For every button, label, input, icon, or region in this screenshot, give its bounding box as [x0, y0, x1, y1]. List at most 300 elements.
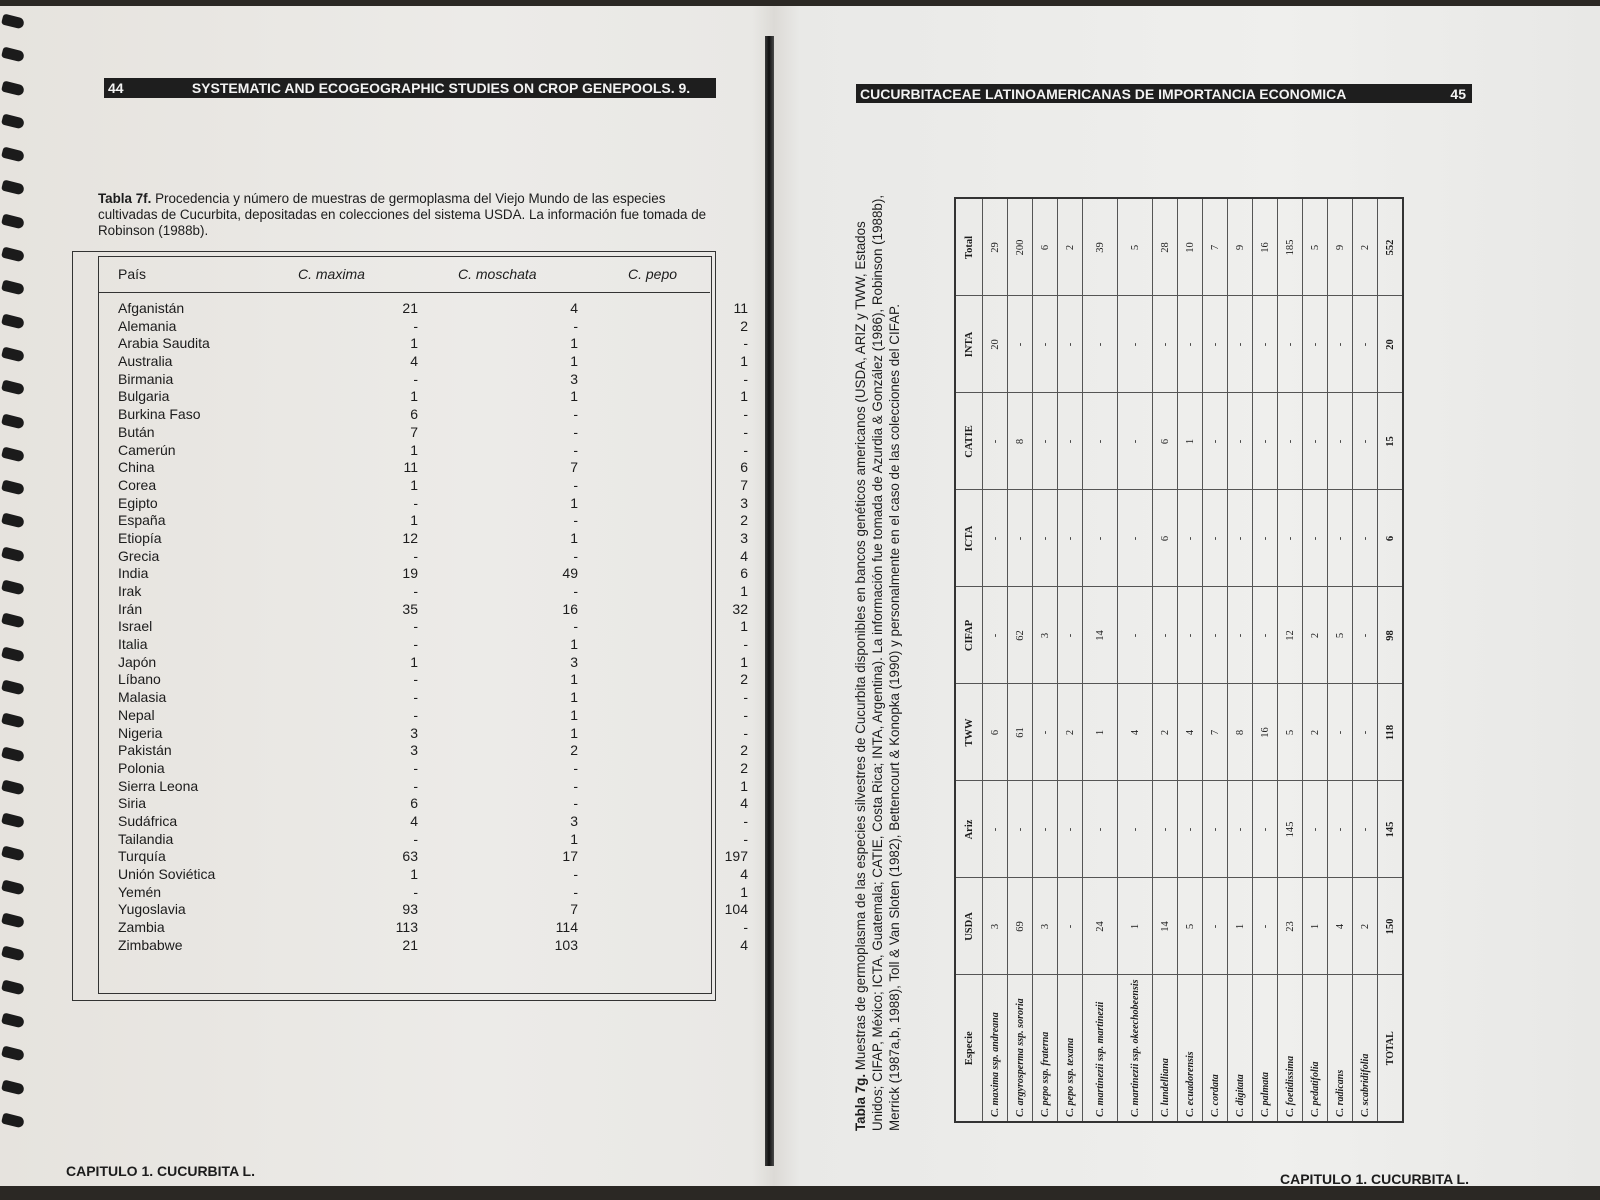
pais-cell: China: [118, 459, 155, 476]
value-cell: -: [1153, 587, 1178, 684]
value-cell: -: [1033, 296, 1058, 393]
pepo-cell: 6: [740, 565, 748, 582]
species-cell: C. ecuadorensis: [1178, 975, 1203, 1122]
pais-cell: Siria: [118, 795, 147, 812]
spiral-ring: [1, 913, 25, 929]
left-footer: CAPITULO 1. CUCURBITA L.: [66, 1163, 255, 1179]
pais-cell: Burkina Faso: [118, 406, 201, 423]
spiral-ring: [1, 1046, 25, 1062]
column-header: USDA: [955, 878, 983, 975]
pepo-cell: 2: [740, 317, 748, 334]
value-cell: -: [1303, 296, 1328, 393]
maxima-cell: 1: [410, 335, 418, 352]
table-row: [98, 583, 748, 601]
pais-cell: Alemania: [118, 317, 177, 334]
maxima-cell: 1: [410, 512, 418, 529]
pepo-cell: 11: [733, 300, 748, 316]
species-cell: C. pedatifolia: [1303, 975, 1328, 1122]
value-cell: -: [1353, 490, 1378, 587]
moschata-cell: 3: [570, 370, 578, 387]
moschata-cell: -: [573, 883, 578, 900]
column-header: CATIE: [955, 393, 983, 490]
table-row: [98, 370, 748, 389]
table-row: [98, 494, 748, 513]
value-cell: -: [1228, 393, 1253, 490]
table-7g-label: Tabla 7g.: [853, 1073, 868, 1131]
pepo-cell: 2: [740, 512, 748, 529]
pepo-cell: -: [743, 919, 748, 936]
maxima-cell: 1: [410, 476, 418, 493]
spiral-ring: [1, 480, 25, 496]
value-cell: 552: [1378, 198, 1404, 296]
value-cell: 2: [1303, 684, 1328, 781]
spiral-ring: [1, 113, 25, 129]
left-page-header: [104, 78, 716, 98]
maxima-cell: -: [413, 547, 418, 564]
spiral-ring: [1, 446, 25, 462]
value-cell: 1: [1178, 393, 1203, 490]
value-cell: -: [1153, 296, 1178, 393]
value-cell: -: [983, 587, 1008, 684]
species-cell: C. radicans: [1328, 975, 1353, 1122]
table-row: [98, 388, 748, 406]
value-cell: 5: [1118, 198, 1153, 296]
pepo-cell: 6: [740, 459, 748, 476]
maxima-cell: 6: [410, 795, 418, 812]
pepo-cell: -: [743, 812, 748, 829]
table-row: [1353, 198, 1378, 1122]
pais-cell: Yemén: [118, 883, 162, 900]
value-cell: -: [1253, 781, 1278, 878]
table-row: [98, 335, 748, 353]
spiral-ring: [1, 247, 25, 263]
table-row: [98, 353, 748, 371]
table-row: [1033, 198, 1058, 1122]
value-cell: 16: [1253, 198, 1278, 296]
value-cell: 1: [1228, 878, 1253, 975]
value-cell: -: [1303, 393, 1328, 490]
value-cell: 9: [1228, 198, 1253, 296]
moschata-cell: -: [573, 441, 578, 458]
left-page-number: 44: [108, 80, 124, 96]
spiral-ring: [1, 979, 25, 995]
pais-cell: Malasia: [118, 689, 167, 706]
pepo-cell: 1: [740, 883, 748, 900]
value-cell: 2: [1353, 198, 1378, 296]
table-row: [98, 671, 748, 689]
maxima-cell: 35: [402, 600, 418, 617]
pepo-cell: -: [743, 441, 748, 458]
value-cell: 6: [1378, 490, 1404, 587]
value-cell: -: [1228, 490, 1253, 587]
value-cell: 8: [1228, 684, 1253, 781]
pepo-cell: -: [743, 636, 748, 653]
pais-cell: Turquía: [118, 848, 166, 865]
table-row: [98, 936, 748, 955]
pais-cell: Zimbabwe: [118, 936, 183, 953]
table-7g-caption-text: Muestras de germoplasma de las especies silvestres de Cucurbita disponibles en bancos genéticos americanos (USDA, ARIZ y TWW, Estados Unidos; CIFAP, México; ICTA, Guatemala; CATIE, Costa Rica; INTA, Argentina). La información fue tomada de Azurdia & González (1986), Robinson (1988b), Merrick (1987a,b, 1988), Toll & Van Sloten (1982), Bettencourt & Konopka (1990) y personalmente en el caso de las colecciones del CIFAP.: [853, 194, 902, 1131]
moschata-cell: 7: [570, 459, 578, 476]
moschata-cell: -: [573, 777, 578, 794]
table-7g-header: [955, 198, 983, 1122]
maxima-cell: 21: [402, 300, 418, 316]
maxima-cell: 11: [403, 459, 418, 476]
spiral-ring: [1, 80, 25, 96]
table-row: [98, 883, 748, 902]
value-cell: 28: [1153, 198, 1178, 296]
value-cell: 118: [1378, 684, 1404, 781]
pepo-cell: 2: [740, 759, 748, 776]
value-cell: -: [1058, 393, 1083, 490]
book-spread: [0, 6, 1600, 1186]
pais-cell: Birmania: [118, 370, 174, 387]
maxima-cell: 3: [410, 724, 418, 741]
maxima-cell: -: [413, 671, 418, 688]
maxima-cell: 4: [410, 353, 418, 370]
pepo-cell: 4: [740, 795, 748, 812]
maxima-cell: -: [413, 689, 418, 706]
table-row: [98, 724, 748, 743]
species-cell: C. cordata: [1203, 975, 1228, 1122]
maxima-cell: -: [413, 636, 418, 653]
value-cell: -: [1083, 781, 1118, 878]
column-header: INTA: [955, 296, 983, 393]
moschata-cell: 7: [570, 901, 578, 918]
value-cell: 9: [1328, 198, 1353, 296]
species-cell: C. foetidissima: [1278, 975, 1303, 1122]
value-cell: -: [1178, 296, 1203, 393]
value-cell: 98: [1378, 587, 1404, 684]
spiral-ring: [1, 646, 25, 662]
moschata-cell: 1: [570, 529, 578, 546]
value-cell: -: [1203, 587, 1228, 684]
value-cell: -: [1303, 490, 1328, 587]
moschata-cell: -: [573, 795, 578, 812]
table-row: [98, 919, 748, 937]
pais-cell: España: [118, 512, 166, 529]
moschata-cell: 1: [570, 706, 578, 723]
maxima-cell: -: [413, 370, 418, 387]
maxima-cell: -: [413, 830, 418, 847]
pepo-cell: -: [743, 406, 748, 423]
spiral-ring: [1, 1079, 25, 1095]
table-row: [98, 777, 748, 796]
table-row: [1228, 198, 1253, 1122]
value-cell: -: [1083, 490, 1118, 587]
value-cell: 8: [1008, 393, 1033, 490]
value-cell: -: [1328, 490, 1353, 587]
col-pepo: C. pepo: [628, 266, 678, 282]
value-cell: -: [1033, 684, 1058, 781]
value-cell: 150: [1378, 878, 1404, 975]
maxima-cell: 93: [402, 901, 418, 918]
table-row: [1118, 198, 1153, 1122]
value-cell: -: [1253, 393, 1278, 490]
value-cell: 15: [1378, 393, 1404, 490]
value-cell: 145: [1378, 781, 1404, 878]
spiral-ring: [1, 413, 25, 429]
value-cell: -: [1118, 393, 1153, 490]
table-row: [98, 830, 748, 849]
table-row: [983, 198, 1008, 1122]
moschata-cell: 3: [570, 653, 578, 670]
spiral-ring: [1, 846, 25, 862]
value-cell: 29: [983, 198, 1008, 296]
pepo-cell: -: [743, 335, 748, 352]
value-cell: -: [1278, 490, 1303, 587]
table-row: [98, 547, 748, 566]
pais-cell: Japón: [118, 653, 157, 670]
spiral-ring: [1, 946, 25, 962]
value-cell: -: [1008, 781, 1033, 878]
pais-cell: Afganistán: [118, 300, 185, 316]
value-cell: 4: [1328, 878, 1353, 975]
value-cell: -: [1328, 393, 1353, 490]
pais-cell: Arabia Saudita: [118, 335, 210, 352]
moschata-cell: 1: [570, 494, 578, 511]
value-cell: 39: [1083, 198, 1118, 296]
spiral-ring: [1, 380, 25, 396]
species-cell: C. maxima ssp. andreana: [983, 975, 1008, 1122]
maxima-cell: 6: [410, 406, 418, 423]
value-cell: -: [1008, 296, 1033, 393]
value-cell: -: [1118, 587, 1153, 684]
table-row: [1378, 198, 1404, 1122]
pais-cell: Camerún: [118, 441, 176, 458]
value-cell: -: [1008, 490, 1033, 587]
table-row: [98, 706, 748, 725]
spiral-ring: [1, 280, 25, 296]
moschata-cell: -: [573, 406, 578, 423]
pais-cell: Nigeria: [118, 724, 163, 741]
pepo-cell: 3: [740, 529, 748, 546]
right-page-number: 45: [1450, 85, 1466, 102]
spiral-ring: [1, 1112, 25, 1128]
pepo-cell: 32: [732, 600, 748, 617]
value-cell: -: [1178, 490, 1203, 587]
spiral-ring: [1, 47, 25, 63]
right-page-header: [856, 84, 1472, 103]
moschata-cell: 1: [570, 388, 578, 405]
pepo-cell: 4: [740, 866, 748, 882]
value-cell: -: [1033, 393, 1058, 490]
maxima-cell: 1: [410, 388, 418, 405]
moschata-cell: -: [573, 476, 578, 493]
spiral-ring: [1, 180, 25, 196]
table-row: [98, 406, 748, 424]
maxima-cell: -: [413, 583, 418, 599]
value-cell: 7: [1203, 198, 1228, 296]
value-cell: 5: [1303, 198, 1328, 296]
table-row: [98, 529, 748, 548]
moschata-cell: 1: [570, 689, 578, 706]
pais-cell: Líbano: [118, 671, 161, 688]
value-cell: 4: [1118, 684, 1153, 781]
pepo-cell: 4: [740, 547, 748, 564]
table-row: [1303, 198, 1328, 1122]
species-cell: TOTAL: [1378, 975, 1404, 1122]
pepo-cell: -: [743, 370, 748, 387]
table-row: [98, 441, 748, 460]
pais-cell: Egipto: [118, 494, 158, 511]
value-cell: 14: [1153, 878, 1178, 975]
value-cell: -: [1328, 296, 1353, 393]
column-header: Especie: [955, 975, 983, 1122]
pais-cell: Corea: [118, 476, 157, 493]
moschata-cell: 17: [562, 848, 578, 865]
pepo-cell: 1: [740, 777, 748, 794]
maxima-cell: 63: [402, 848, 418, 865]
value-cell: 10: [1178, 198, 1203, 296]
value-cell: -: [1353, 684, 1378, 781]
table-row: [98, 618, 748, 636]
value-cell: -: [1328, 781, 1353, 878]
value-cell: 7: [1203, 684, 1228, 781]
table-7f-caption-text: Procedencia y número de muestras de germoplasma del Viejo Mundo de las especies cultivadas de Cucurbita, depositadas en colecciones del sistema USDA. La información fue tomada de Robinson (1988b).: [98, 191, 707, 238]
value-cell: -: [1303, 781, 1328, 878]
pais-cell: Australia: [118, 353, 173, 370]
moschata-cell: -: [573, 317, 578, 334]
moschata-cell: 49: [562, 565, 578, 582]
right-header-title: CUCURBITACEAE LATINOAMERICANAS DE IMPORTANCIA ECONOMICA: [860, 85, 1347, 102]
table-row: [98, 742, 748, 760]
value-cell: 62: [1008, 587, 1033, 684]
value-cell: 145: [1278, 781, 1303, 878]
moschata-cell: -: [573, 512, 578, 529]
value-cell: 4: [1178, 684, 1203, 781]
maxima-cell: 113: [395, 919, 418, 936]
value-cell: -: [1328, 684, 1353, 781]
moschata-cell: -: [573, 759, 578, 776]
pepo-cell: 1: [740, 583, 748, 599]
table-7f-caption: [98, 191, 718, 239]
value-cell: -: [1203, 393, 1228, 490]
moschata-cell: 1: [570, 830, 578, 847]
pais-cell: Israel: [118, 618, 153, 635]
table-row: [98, 459, 748, 477]
maxima-cell: -: [413, 706, 418, 723]
value-cell: 69: [1008, 878, 1033, 975]
table-row: [98, 812, 748, 831]
moschata-cell: 2: [570, 742, 578, 759]
value-cell: 2: [1303, 587, 1328, 684]
value-cell: -: [1058, 781, 1083, 878]
value-cell: -: [1083, 393, 1118, 490]
maxima-cell: 12: [402, 529, 418, 546]
value-cell: -: [1228, 296, 1253, 393]
col-pais: País: [118, 266, 147, 282]
spiral-ring: [1, 813, 25, 829]
moschata-cell: 103: [554, 936, 578, 953]
col-maxima: C. maxima: [298, 266, 365, 282]
table-row: [98, 759, 748, 778]
value-cell: 24: [1083, 878, 1118, 975]
pepo-cell: -: [743, 689, 748, 706]
pais-cell: Irak: [118, 583, 142, 599]
value-cell: 3: [983, 878, 1008, 975]
value-cell: -: [1058, 878, 1083, 975]
value-cell: -: [1118, 490, 1153, 587]
maxima-cell: 4: [410, 812, 418, 829]
table-row: [98, 636, 748, 654]
value-cell: -: [1203, 296, 1228, 393]
spiral-ring: [1, 779, 25, 795]
table-row: [1008, 198, 1033, 1122]
spiral-ring: [1, 746, 25, 762]
moschata-cell: 3: [570, 812, 578, 829]
column-header: Total: [955, 198, 983, 296]
value-cell: -: [1203, 878, 1228, 975]
table-row: [98, 317, 748, 336]
table-row: [98, 476, 748, 495]
value-cell: -: [1228, 587, 1253, 684]
maxima-cell: 1: [410, 653, 418, 670]
value-cell: 20: [983, 296, 1008, 393]
value-cell: 20: [1378, 296, 1404, 393]
species-cell: C. lundelliana: [1153, 975, 1178, 1122]
table-7f-label: Tabla 7f.: [98, 191, 152, 206]
value-cell: -: [1118, 296, 1153, 393]
value-cell: 6: [1033, 198, 1058, 296]
value-cell: 5: [1278, 684, 1303, 781]
pepo-cell: 1: [740, 353, 748, 370]
species-cell: C. martinezii ssp. martinezii: [1083, 975, 1118, 1122]
table-row: [1083, 198, 1118, 1122]
table-7g-body: [983, 198, 1404, 1122]
value-cell: -: [983, 781, 1008, 878]
table-row: [1058, 198, 1083, 1122]
pais-cell: Bulgaria: [118, 388, 170, 405]
table-row: [98, 300, 748, 318]
spiral-ring: [1, 346, 25, 362]
spiral-ring: [1, 147, 25, 163]
moschata-cell: 1: [570, 636, 578, 653]
table-row: [1153, 198, 1178, 1122]
table-row: [1203, 198, 1228, 1122]
pepo-cell: 2: [740, 671, 748, 688]
value-cell: 200: [1008, 198, 1033, 296]
pais-cell: Italia: [118, 636, 148, 653]
value-cell: -: [1058, 296, 1083, 393]
pais-cell: Nepal: [118, 706, 155, 723]
value-cell: -: [1353, 296, 1378, 393]
column-header: Ariz: [955, 781, 983, 878]
table-row: [1178, 198, 1203, 1122]
value-cell: -: [1353, 587, 1378, 684]
pepo-cell: -: [743, 724, 748, 741]
maxima-cell: 7: [410, 423, 418, 440]
table-row: [98, 901, 748, 919]
moschata-cell: 4: [570, 300, 578, 316]
maxima-cell: -: [413, 494, 418, 511]
table-7f-body: [98, 300, 748, 954]
pais-cell: India: [118, 565, 149, 582]
table-row: [98, 600, 748, 619]
moschata-cell: -: [573, 583, 578, 599]
pepo-cell: 2: [740, 742, 748, 759]
table-row: [98, 795, 748, 813]
pepo-cell: 3: [740, 494, 748, 511]
value-cell: 3: [1033, 587, 1058, 684]
spiral-ring: [1, 1012, 25, 1028]
value-cell: 3: [1033, 878, 1058, 975]
spiral-ring: [1, 513, 25, 529]
pais-cell: Zambia: [118, 919, 165, 936]
maxima-cell: -: [413, 759, 418, 776]
pais-cell: Tailandia: [118, 830, 174, 847]
pais-cell: Sudáfrica: [118, 812, 178, 829]
value-cell: -: [1083, 296, 1118, 393]
